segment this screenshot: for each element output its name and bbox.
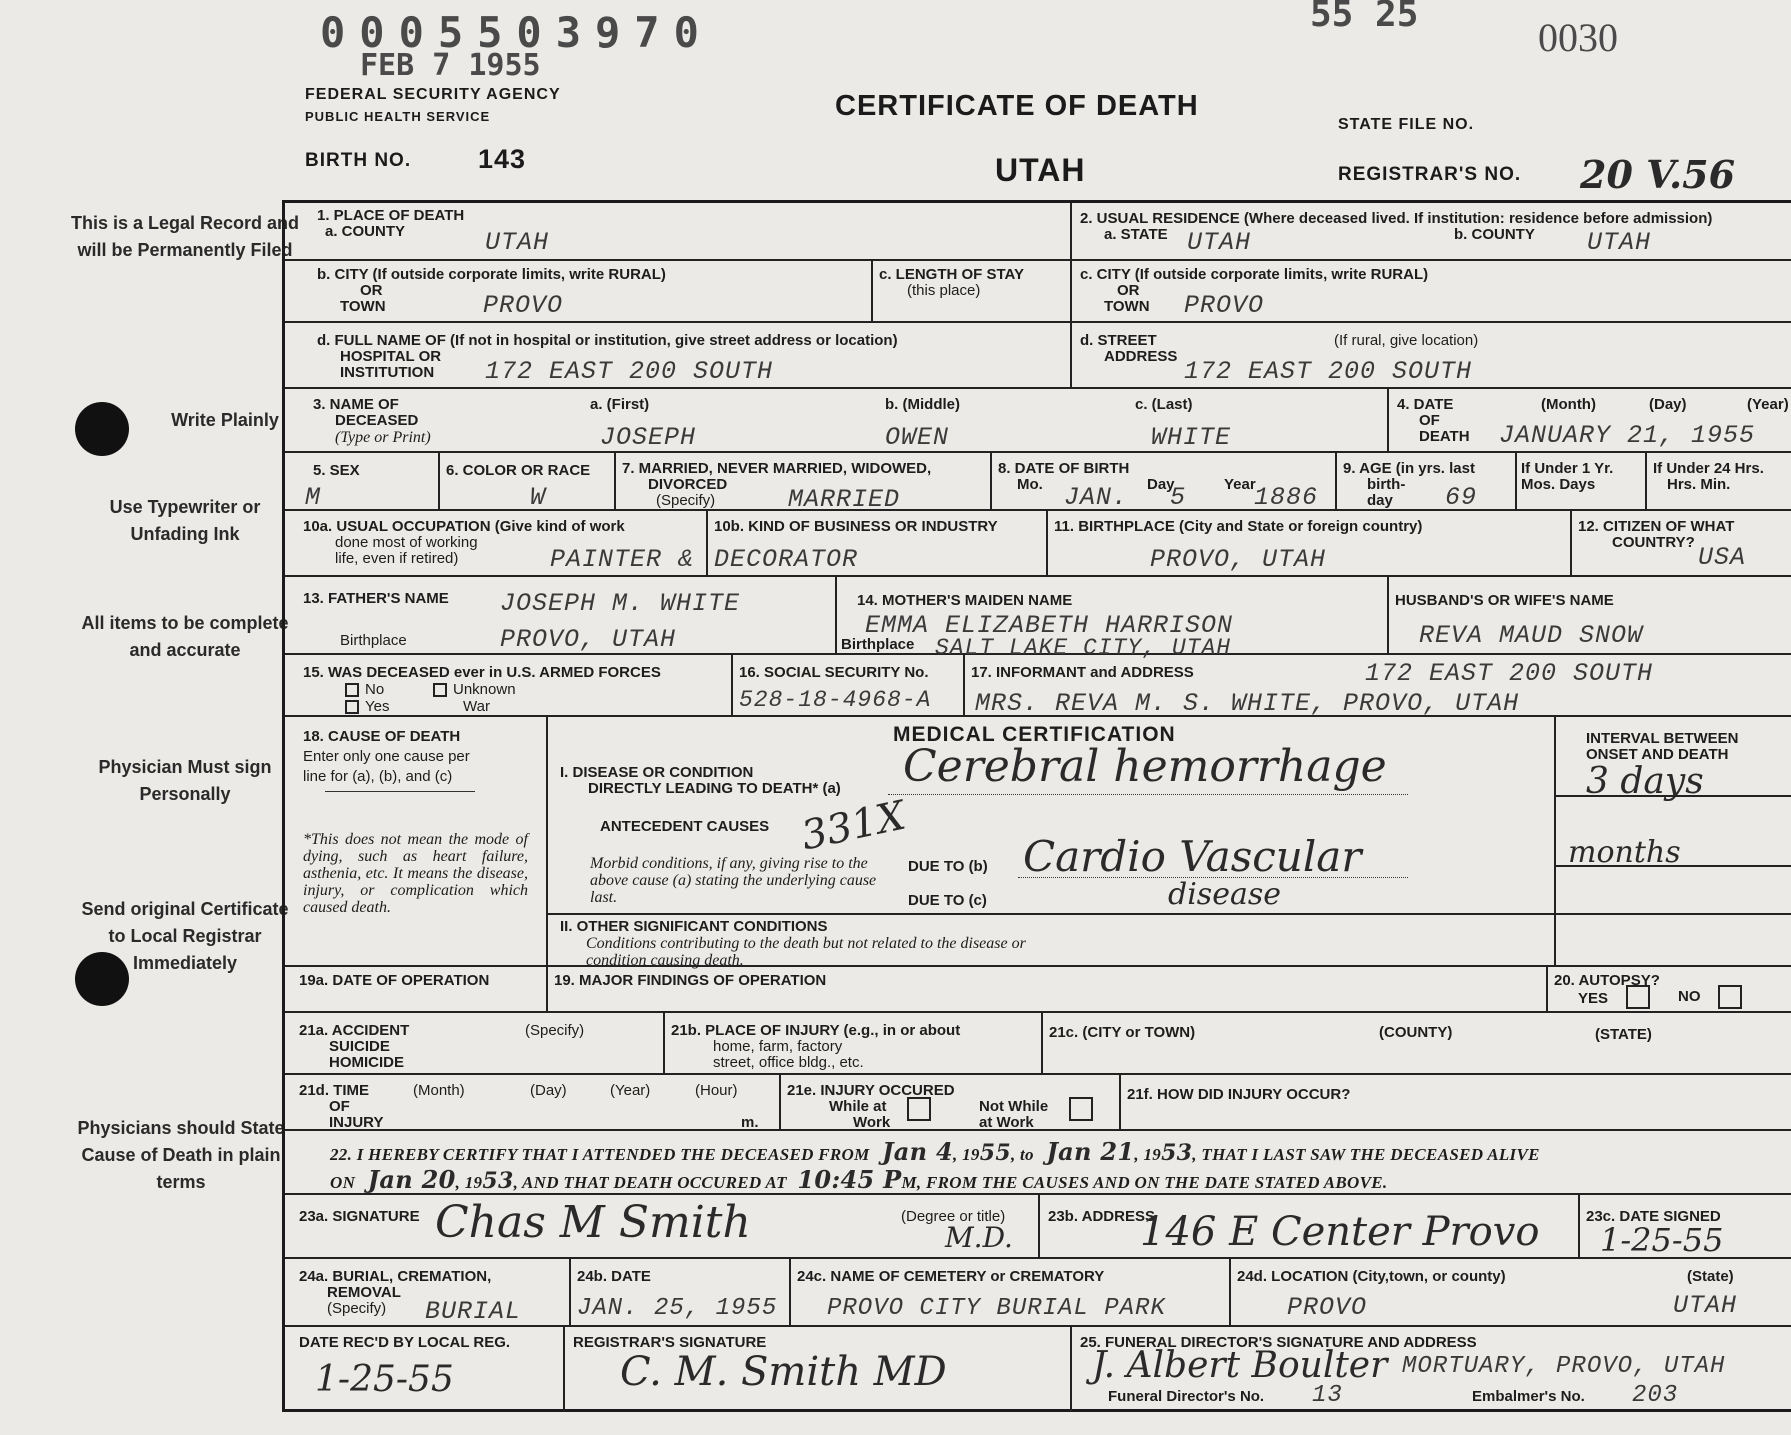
burial-location-value: PROVO [1287, 1293, 1368, 1322]
informant-value: MRS. REVA M. S. WHITE, PROVO, UTAH [975, 689, 1520, 718]
residence-city-value: PROVO [1184, 291, 1265, 320]
physician-degree: M.D. [945, 1221, 1013, 1254]
armed-yes-checkbox[interactable] [345, 700, 359, 714]
binder-hole-top [75, 402, 129, 456]
middle-name-value: OWEN [885, 423, 950, 452]
top-right-number: 0030 [1538, 15, 1618, 60]
cell-city: b. CITY (If outside corporate limits, write RURAL) OR TOWN PROVO [285, 261, 873, 323]
form-grid [282, 200, 1791, 1412]
death-date-value: JANUARY 21, 1955 [1499, 421, 1756, 450]
birth-month-value: JAN. [1064, 483, 1129, 512]
cell-marital: 7. MARRIED, NEVER MARRIED, WIDOWED, DIVORCED (Specify) MARRIED [616, 453, 992, 511]
birthplace-value: PROVO, UTAH [1150, 545, 1327, 574]
cell-burial: 24a. BURIAL, CREMATION, REMOVAL (Specify) BURIAL [285, 1259, 571, 1327]
cell-injury-location: 21c. (CITY or TOWN) (COUNTY) (STATE) [1043, 1013, 1791, 1075]
cell-business: 10b. KIND OF BUSINESS OR INDUSTRY DECORATOR [708, 511, 1048, 577]
cell-street-address: d. STREET ADDRESS (If rural, give location) 172 EAST 200 SOUTH [1072, 323, 1791, 389]
not-at-work-checkbox[interactable] [1069, 1097, 1093, 1121]
cell-accident: 21a. ACCIDENT SUICIDE HOMICIDE (Specify) [285, 1013, 665, 1075]
sidebar-typewriter: Use Typewriter or Unfading Ink [109, 497, 261, 544]
marital-value: MARRIED [788, 485, 901, 514]
cell-medical-cert: MEDICAL CERTIFICATION I. DISEASE OR CONDITION DIRECTLY LEADING TO DEATH* (a) Cerebral hemorrhage ANTECEDENT CAUSES 331X Morbid conditions, if any, giving rise to the above cause (a) stating the underlying cause last. DUE TO (b) Cardio Vascular DUE TO (c) disease [548, 717, 1556, 915]
interval-b-value: months [1568, 835, 1681, 870]
medical-certification-title: MEDICAL CERTIFICATION [893, 723, 1176, 746]
cause-b-value: Cardio Vascular [1023, 832, 1362, 881]
cell-mother: 14. MOTHER'S MAIDEN NAME EMMA ELIZABETH HARRISON Birthplace SALT LAKE CITY, UTAH [837, 577, 1389, 655]
registrar-no: 20 V.56 [1580, 152, 1736, 197]
burial-state-value: UTAH [1673, 1291, 1738, 1320]
cell-age: 9. AGE (in yrs. last birth- day 69 [1337, 453, 1517, 511]
cell-ssn: 16. SOCIAL SECURITY No. 528-18-4968-A [733, 655, 965, 717]
cell-date-of-death: 4. DATE OF DEATH (Month) (Day) (Year) JANUARY 21, 1955 [1389, 389, 1791, 453]
spouse-value: REVA MAUD SNOW [1419, 621, 1644, 650]
physician-signature: Chas M Smith [435, 1197, 751, 1248]
citizen-value: USA [1698, 543, 1747, 572]
funeral-director-no: 13 [1312, 1382, 1343, 1409]
serial-number: 0005503970 [320, 8, 713, 57]
cell-place-of-death: 1. PLACE OF DEATH a. COUNTY UTAH [285, 203, 1072, 261]
cell-other-conditions: II. OTHER SIGNIFICANT CONDITIONS Conditions contributing to the death but not related to the disease or condition causing death. [548, 915, 1556, 967]
burial-date-value: JAN. 25, 1955 [577, 1295, 778, 1322]
last-name-value: WHITE [1151, 423, 1232, 452]
race-value: W [530, 483, 547, 512]
county-value: UTAH [485, 228, 550, 257]
cell-funeral-director: 25. FUNERAL DIRECTOR'S SIGNATURE AND ADDRESS J. Albert Boulter MORTUARY, PROVO, UTAH Funeral Director's No. 13 Embalmer's No. 203 [1080, 1334, 1726, 1409]
cell-interval: INTERVAL BETWEEN ONSET AND DEATH 3 days months [1556, 717, 1791, 915]
cell-residence-city: c. CITY (If outside corporate limits, write RURAL) OR TOWN PROVO [1072, 261, 1791, 323]
sex-value: M [305, 483, 322, 512]
binder-hole-bottom [75, 952, 129, 1006]
birth-no-label: BIRTH NO. [305, 150, 412, 171]
cell-cemetery: 24c. NAME OF CEMETERY or CREMATORY PROVO CITY BURIAL PARK [791, 1259, 1231, 1327]
cause-c-value: disease [1168, 877, 1281, 912]
registrar-signature: C. M. Smith MD [620, 1349, 947, 1395]
cell-signature: 23a. SIGNATURE Chas M Smith (Degree or title) M.D. [285, 1195, 1040, 1259]
top-code: 55 25 [1310, 0, 1419, 35]
armed-unknown-checkbox[interactable] [433, 683, 447, 697]
armed-no-checkbox[interactable] [345, 683, 359, 697]
attended-to-year: 53 [1161, 1140, 1193, 1166]
cell-findings: 19. MAJOR FINDINGS OF OPERATION [548, 967, 1548, 1013]
cell-how-injury: 21f. HOW DID INJURY OCCUR? [1121, 1075, 1791, 1131]
cell-date-operation: 19a. DATE OF OPERATION [285, 967, 548, 1013]
ssn-value: 528-18-4968-A [739, 687, 932, 713]
sidebar-write-plainly: Write Plainly [171, 410, 279, 430]
mother-birthplace-value: SALT LAKE CITY, UTAH [935, 635, 1232, 661]
sidebar-legal-record: This is a Legal Record and will be Permanently Filed [70, 213, 300, 260]
death-time: 10:45 P [797, 1165, 902, 1194]
attended-from-year: 55 [979, 1140, 1011, 1166]
birth-no: 143 [478, 144, 527, 174]
mortuary-value: MORTUARY, PROVO, UTAH [1402, 1353, 1726, 1380]
cell-occupation: 10a. USUAL OCCUPATION (Give kind of work done most of working life, even if retired) PAINTER & [285, 511, 708, 577]
cause-code: 331X [797, 792, 910, 860]
state-title: UTAH [995, 152, 1086, 188]
burial-value: BURIAL [425, 1297, 522, 1326]
agency-name: FEDERAL SECURITY AGENCY [305, 86, 561, 103]
cell-date-received: DATE REC'D BY LOCAL REG. 1-25-55 [285, 1327, 565, 1412]
father-name-value: JOSEPH M. WHITE [500, 589, 741, 618]
cell-sex: 5. SEX M [285, 453, 440, 511]
birth-year-value: 1886 [1254, 483, 1319, 512]
physician-address: 146 E Center Provo [1140, 1209, 1540, 1255]
cell-certify: 22. I HEREBY CERTIFY THAT I ATTENDED THE DECEASED FROM Jan 4, 1955, to Jan 21, 1953, THAT I LAST SAW THE DECEASED ALIVE ON Jan 20, 1953, AND THAT DEATH OCCURED AT 10:45 PM, FROM THE CAUSES AND ON THE DATE STATED ABOVE. [285, 1131, 1791, 1195]
cell-place-injury: 21b. PLACE OF INJURY (e.g., in or about home, farm, factory street, office bldg., etc. [665, 1013, 1043, 1075]
autopsy-yes-checkbox[interactable] [1626, 985, 1650, 1009]
cell-injury-occurred: 21e. INJURY OCCURED While at Work Not While at Work [781, 1075, 1121, 1131]
cell-burial-location: 24d. LOCATION (City,town, or county) (State) PROVO UTAH [1231, 1259, 1791, 1327]
interval-a-value: 3 days [1586, 761, 1704, 802]
cell-race: 6. COLOR OR RACE W [440, 453, 616, 511]
residence-county-value: UTAH [1587, 228, 1652, 257]
sidebar-complete: All items to be complete and accurate [81, 613, 289, 660]
cell-informant: 17. INFORMANT and ADDRESS 172 EAST 200 SOUTH MRS. REVA M. S. WHITE, PROVO, UTAH [965, 655, 1791, 717]
cell-name: 3. NAME OF DECEASED (Type or Print) a. (First) b. (Middle) c. (Last) JOSEPH OWEN WHITE [285, 389, 1389, 453]
date-received-value: 1-25-55 [315, 1359, 454, 1400]
business-value: DECORATOR [714, 545, 859, 574]
while-at-work-checkbox[interactable] [907, 1097, 931, 1121]
state-file-label: STATE FILE NO. [1338, 116, 1475, 133]
cell-birthplace: 11. BIRTHPLACE (City and State or foreign country) PROVO, UTAH [1048, 511, 1572, 577]
age-value: 69 [1445, 483, 1478, 512]
cell-date-signed: 23c. DATE SIGNED 1-25-55 [1580, 1195, 1791, 1259]
funeral-director-signature: J. Albert Boulter [1092, 1345, 1388, 1386]
cell-residence: 2. USUAL RESIDENCE (Where deceased lived. If institution: residence before admission) a. STATE UTAH b. COUNTY UTAH [1072, 203, 1791, 261]
cell-cause-label: 18. CAUSE OF DEATH Enter only one cause per line for (a), (b), and (c) *This does not mean the mode of dying, such as heart failure, asthenia, etc. It means the disease, injury, or complication which caused death. [285, 717, 548, 967]
mother-name-value: EMMA ELIZABETH HARRISON [865, 611, 1234, 640]
cause-a-value: Cerebral hemorrhage [903, 741, 1387, 792]
cell-autopsy: 20. AUTOPSY? YES NO [1548, 967, 1791, 1013]
last-seen-year: 53 [482, 1168, 514, 1194]
street-address-value: 172 EAST 200 SOUTH [1184, 357, 1473, 386]
registrar-no-label: REGISTRAR'S NO. [1338, 164, 1522, 185]
first-name-value: JOSEPH [600, 423, 697, 452]
hospital-value: 172 EAST 200 SOUTH [485, 357, 774, 386]
autopsy-no-checkbox[interactable] [1718, 985, 1742, 1009]
attended-to: Jan 21 [1046, 1137, 1135, 1166]
attended-from: Jan 4 [882, 1137, 954, 1166]
sidebar-physician-sign: Physician Must sign Personally [98, 757, 272, 804]
last-seen-date: Jan 20 [367, 1165, 456, 1194]
cemetery-value: PROVO CITY BURIAL PARK [827, 1295, 1166, 1322]
received-stamp: FEB 7 1955 [360, 48, 541, 83]
cell-burial-date: 24b. DATE JAN. 25, 1955 [571, 1259, 791, 1327]
cell-father: 13. FATHER'S NAME JOSEPH M. WHITE Birthplace PROVO, UTAH [285, 577, 837, 655]
cell-under-24hrs: If Under 24 Hrs. Hrs. Min. [1647, 453, 1791, 511]
residence-state-value: UTAH [1187, 228, 1252, 257]
cell-spouse: HUSBAND'S OR WIFE'S NAME REVA MAUD SNOW [1389, 577, 1791, 655]
cell-time-injury: 21d. TIME OF INJURY (Month) (Day) (Year) (Hour) m. [285, 1075, 781, 1131]
page-title: CERTIFICATE OF DEATH [835, 90, 1199, 122]
cell-length-of-stay: c. LENGTH OF STAY (this place) [873, 261, 1072, 323]
sidebar-cause-plain: Physicians should State Cause of Death in plain terms [77, 1118, 285, 1192]
father-birthplace-value: PROVO, UTAH [500, 625, 677, 654]
date-signed-value: 1-25-55 [1600, 1221, 1724, 1259]
cell-registrar-signature: REGISTRAR'S SIGNATURE C. M. Smith MD [565, 1327, 1072, 1412]
cell-date-of-birth: 8. DATE OF BIRTH Mo. Day Year JAN. 5 1886 [992, 453, 1337, 511]
informant-address-value: 172 EAST 200 SOUTH [1365, 659, 1654, 688]
city-value: PROVO [483, 291, 564, 320]
birth-day-value: 5 [1170, 483, 1187, 512]
service-name: PUBLIC HEALTH SERVICE [305, 109, 491, 124]
cell-hospital: d. FULL NAME OF (If not in hospital or institution, give street address or location) HOSPITAL OR INSTITUTION 172 EAST 200 SOUTH [285, 323, 1072, 389]
cell-address: 23b. ADDRESS 146 E Center Provo [1040, 1195, 1580, 1259]
embalmer-no: 203 [1632, 1382, 1679, 1409]
occupation-value: PAINTER & [550, 545, 695, 574]
cell-armed-forces: 15. WAS DECEASED ever in U.S. ARMED FORCES No Unknown Yes War [285, 655, 733, 717]
sidebar-send-original: Send original Certificate to Local Registrar Immediately [81, 899, 289, 973]
cell-citizen: 12. CITIZEN OF WHAT COUNTRY? USA [1572, 511, 1791, 577]
cell-other-interval [1556, 915, 1791, 967]
cell-under-1yr: If Under 1 Yr. Mos. Days [1517, 453, 1647, 511]
